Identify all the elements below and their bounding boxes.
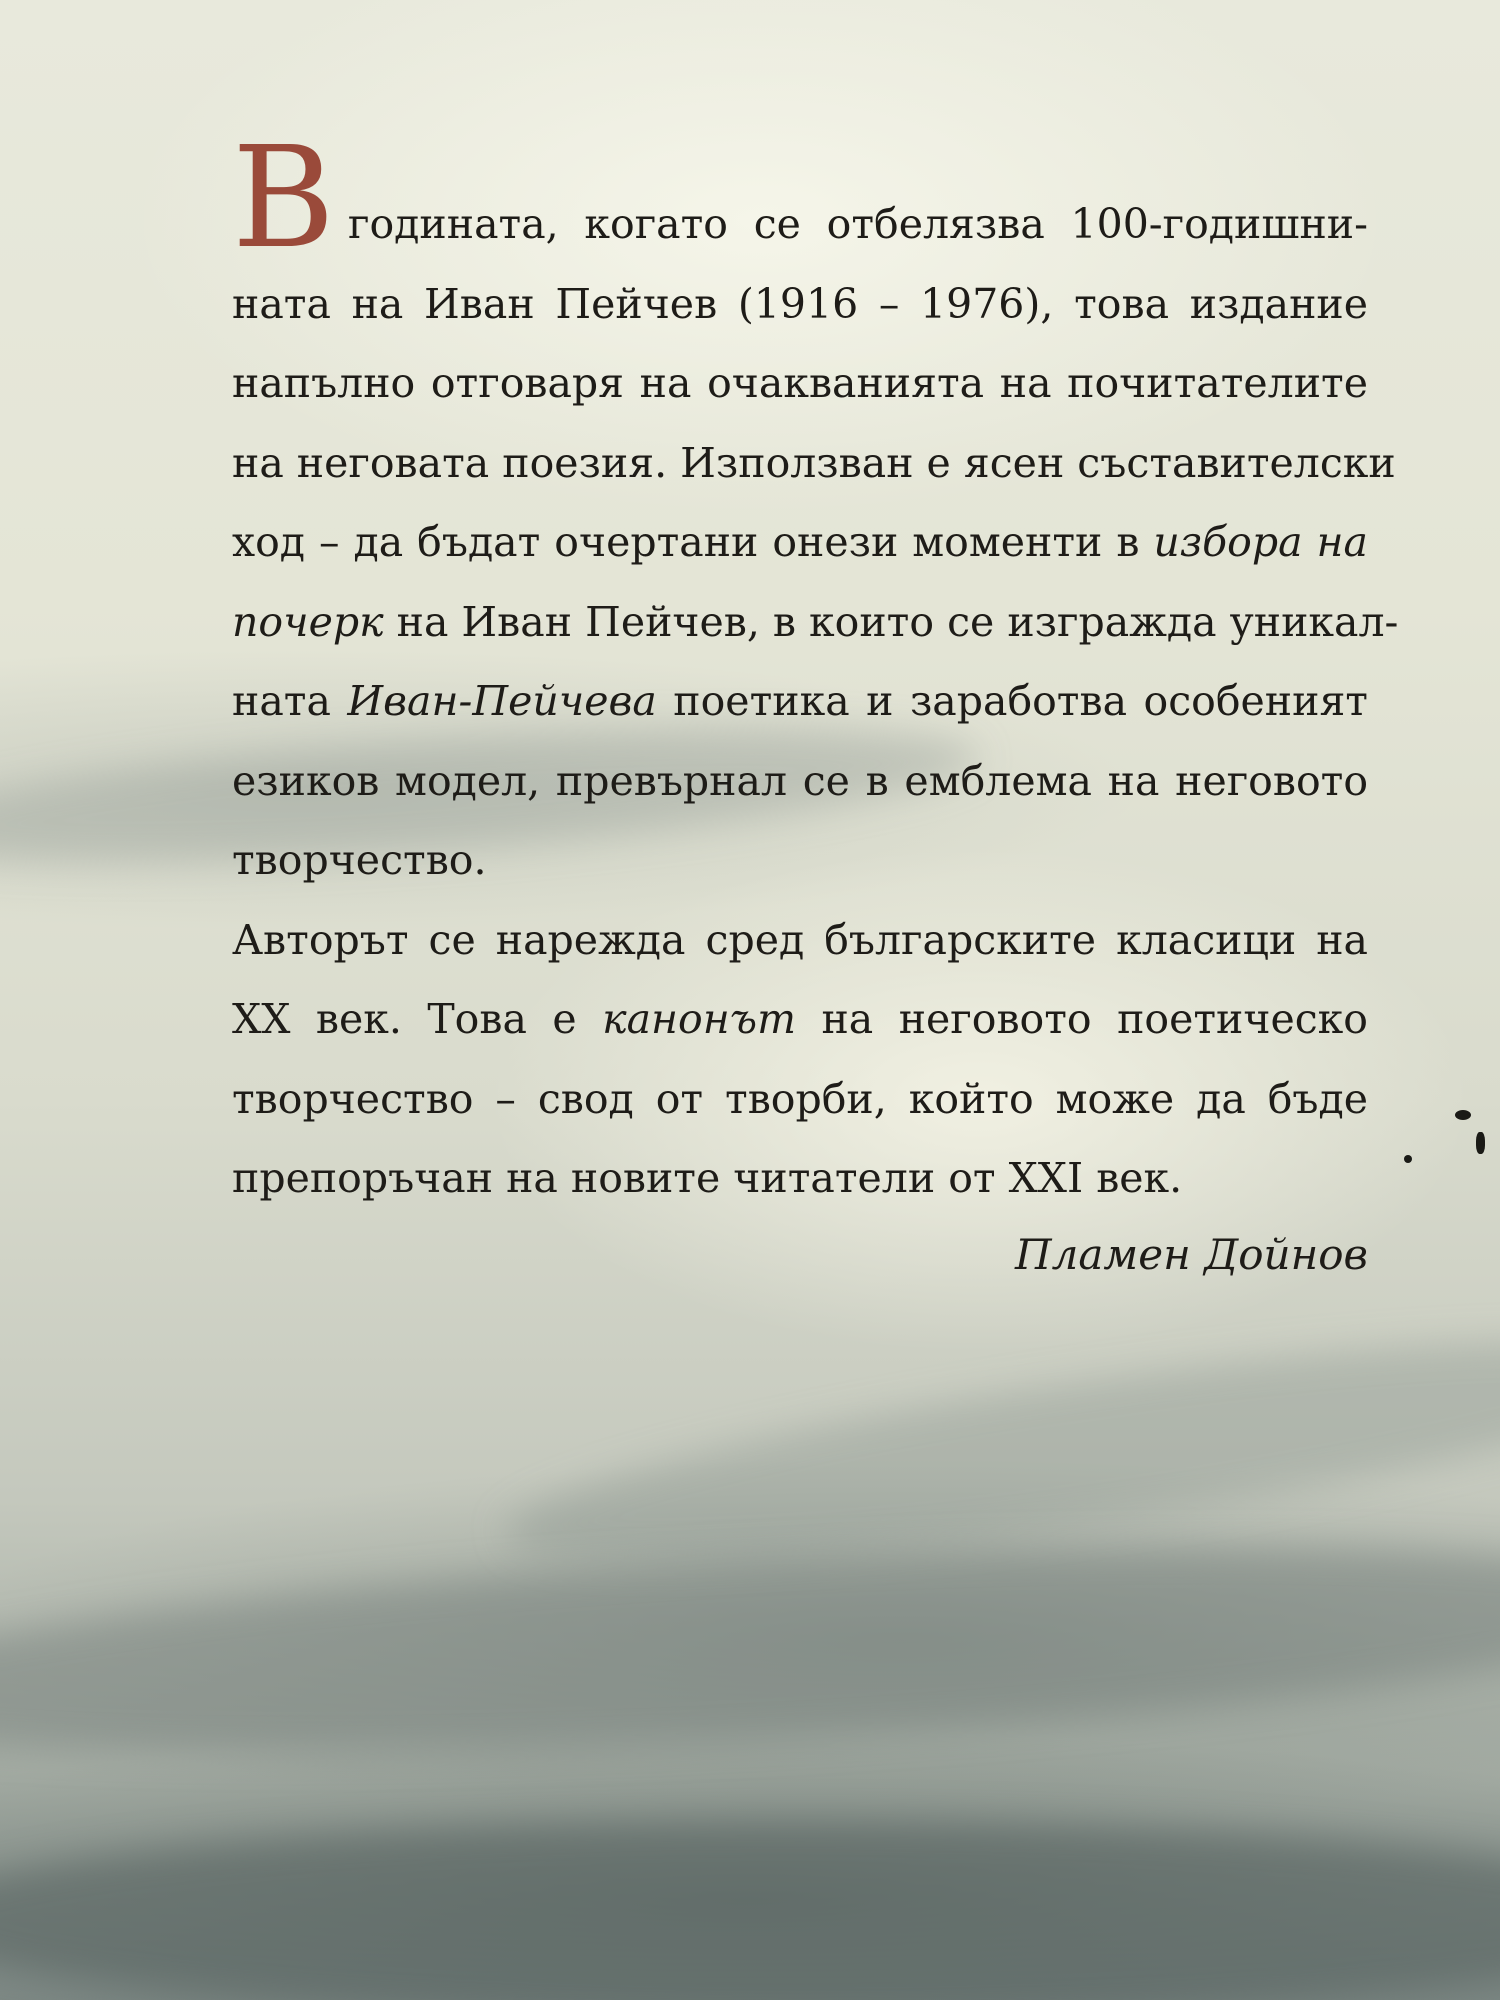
blurb-text: XX век. Това е xyxy=(232,995,603,1043)
blurb-line xyxy=(232,117,1368,280)
blurb-line xyxy=(232,583,1399,663)
blurb-line xyxy=(232,503,1368,583)
cover-blurb xyxy=(232,117,1399,1219)
blurb-italic-text: почерк xyxy=(232,597,384,646)
blurb-italic-text: Иван-Пейчева xyxy=(347,677,657,725)
ink-spot xyxy=(1476,1132,1485,1154)
blurb-text: ната xyxy=(232,677,348,725)
blurb-line: ната на Иван Пейчев (1916 – 1976), това издание xyxy=(232,279,1368,328)
blurb-line: творчество – свод от творби, който може да бъде xyxy=(232,1074,1368,1123)
blurb-text: годината, когато се отбелязва 100-годишни- xyxy=(348,200,1368,248)
blurb-line: на неговата поезия. Използван е ясен съставителски xyxy=(232,438,1396,487)
author-signature: Пламен Дойнов xyxy=(1015,1230,1368,1279)
blurb-line: напълно отговаря на очакванията на почитателите xyxy=(232,359,1368,407)
blurb-line xyxy=(232,980,1368,1060)
blurb-italic-text: канонът xyxy=(602,995,796,1043)
blurb-line: езиков модел, превърнал се в емблема на неговото xyxy=(232,756,1368,805)
ink-spot xyxy=(1404,1155,1412,1163)
blurb-text: на Иван Пейчев, в които се изгражда уникал- xyxy=(383,597,1399,646)
ink-spot xyxy=(1455,1110,1471,1120)
blurb-text: поетика и заработва особеният xyxy=(656,677,1368,725)
drop-cap: В xyxy=(232,117,335,280)
blurb-italic-text: избора на xyxy=(1153,518,1368,566)
blurb-text: на неговото поетическо xyxy=(795,995,1368,1043)
blurb-text: ход – да бъдат очертани онези моменти в xyxy=(232,518,1154,566)
cloud-streak xyxy=(0,1820,1500,2000)
blurb-line: Авторът се нарежда сред българските класици на xyxy=(232,915,1368,964)
blurb-line xyxy=(232,662,1368,742)
blurb-line: творчество. xyxy=(232,836,487,884)
blurb-line: препоръчан на новите читатели от XXI век. xyxy=(232,1154,1183,1202)
